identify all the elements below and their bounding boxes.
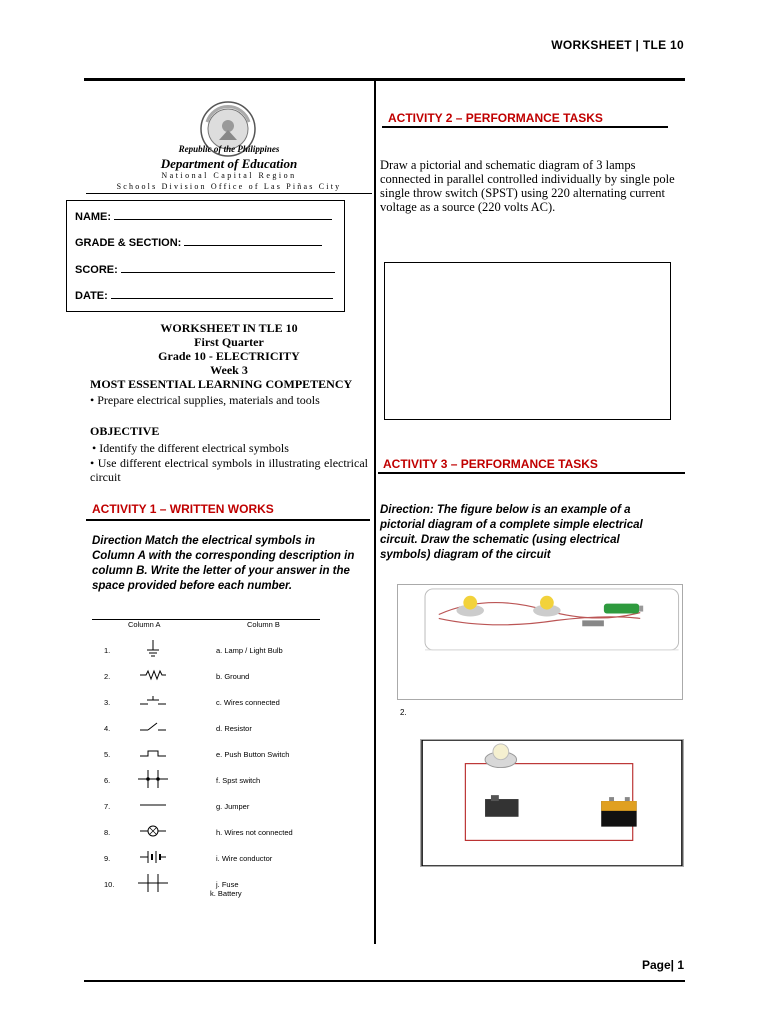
row-number: 7. bbox=[104, 802, 111, 811]
table-row bbox=[90, 666, 330, 686]
row-number: 4. bbox=[104, 724, 111, 733]
option-text: d. Resistor bbox=[216, 724, 252, 733]
page-number: Page| 1 bbox=[641, 958, 684, 972]
pictorial-circuit-image-2 bbox=[420, 739, 684, 867]
student-info-box bbox=[66, 200, 345, 312]
table-row bbox=[90, 770, 330, 790]
figure-number: 2. bbox=[400, 708, 407, 717]
activity3-title: ACTIVITY 3 – PERFORMANCE TASKS bbox=[383, 457, 598, 471]
division-label: Schools Division Office of Las Piñas City bbox=[116, 182, 342, 191]
date-label: DATE: bbox=[75, 290, 108, 302]
grade-section-field[interactable] bbox=[75, 236, 322, 249]
table-row bbox=[90, 822, 330, 842]
option-text: a. Lamp / Light Bulb bbox=[216, 646, 283, 655]
row-number: 10. bbox=[104, 880, 115, 889]
activity1-direction: Direction Match the electrical symbols in Column A with the corresponding description in column B. Write the letter of your answer in the space provided before each number. bbox=[92, 535, 355, 592]
name-field[interactable] bbox=[75, 210, 332, 223]
option-text: h. Wires not connected bbox=[216, 828, 293, 837]
wires-connected-symbol-icon bbox=[138, 770, 168, 788]
ground-symbol-icon bbox=[138, 640, 168, 658]
battery-symbol-icon bbox=[138, 848, 168, 866]
grade-label: Grade 10 - ELECTRICITY bbox=[158, 349, 300, 363]
activity1-title: ACTIVITY 1 – WRITTEN WORKS bbox=[92, 502, 274, 516]
drawing-area-box[interactable] bbox=[384, 262, 671, 420]
activity2-title: ACTIVITY 2 – PERFORMANCE TASKS bbox=[388, 111, 603, 125]
activity2-text: Draw a pictorial and schematic diagram of 3 lamps connected in parallel controlled individually by single pole single throw switch (SPST) using 220 alternating current voltage as a source (220 volts AC). bbox=[380, 158, 675, 214]
jumper-symbol-icon bbox=[138, 744, 168, 762]
grade-section-label: GRADE & SECTION: bbox=[75, 237, 182, 249]
row-number: 1. bbox=[104, 646, 111, 655]
row-number: 5. bbox=[104, 750, 111, 759]
option-text: g. Jumper bbox=[216, 802, 250, 811]
option-text: i. Wire conductor bbox=[216, 854, 273, 863]
header-rule bbox=[84, 78, 685, 81]
date-field[interactable] bbox=[75, 289, 333, 302]
option-text: j. Fuse bbox=[216, 880, 239, 889]
activity3-rule bbox=[378, 472, 685, 474]
score-label: SCORE: bbox=[75, 264, 118, 276]
option-text: f. Spst switch bbox=[216, 776, 261, 785]
activity2-rule bbox=[382, 126, 668, 128]
department-label: Department of Education bbox=[160, 156, 298, 171]
option-text: k. Battery bbox=[210, 889, 242, 898]
objective-heading: OBJECTIVE bbox=[90, 424, 160, 438]
spst-switch-symbol-icon bbox=[138, 718, 168, 736]
option-text: e. Push Button Switch bbox=[216, 750, 290, 759]
table-row bbox=[90, 692, 330, 712]
header-title: WORKSHEET | TLE 10 bbox=[551, 38, 684, 52]
table-row bbox=[90, 848, 330, 868]
push-button-symbol-icon bbox=[138, 692, 168, 710]
melc-heading: MOST ESSENTIAL LEARNING COMPETENCY bbox=[90, 377, 353, 391]
republic-label: Republic of the Philippines bbox=[178, 144, 280, 154]
week-label: Week 3 bbox=[210, 363, 248, 377]
column-a-header: Column A bbox=[128, 620, 161, 629]
row-number: 2. bbox=[104, 672, 111, 681]
resistor-symbol-icon bbox=[138, 666, 168, 684]
objective-item: • Use different electrical symbols in illustrating electrical circuit bbox=[90, 456, 368, 484]
wire-conductor-symbol-icon bbox=[138, 796, 168, 814]
melc-item: • Prepare electrical supplies, materials and tools bbox=[90, 393, 320, 407]
table-row bbox=[90, 718, 330, 738]
score-field[interactable] bbox=[75, 263, 335, 276]
row-number: 9. bbox=[104, 854, 111, 863]
activity3-direction: Direction: The figure below is an example of a pictorial diagram of a complete simple electrical circuit. Draw the schematic (using electrical symbols) diagram of the circuit bbox=[380, 504, 643, 561]
column-b-header: Column B bbox=[247, 620, 280, 629]
worksheet-title: WORKSHEET IN TLE 10 bbox=[160, 321, 298, 335]
table-row bbox=[90, 744, 330, 764]
lamp-symbol-icon bbox=[138, 822, 168, 840]
table-row bbox=[90, 796, 330, 816]
column-divider bbox=[374, 80, 376, 944]
quarter-label: First Quarter bbox=[194, 335, 264, 349]
letterhead-rule bbox=[86, 193, 372, 194]
region-label: National Capital Region bbox=[161, 171, 297, 180]
name-label: NAME: bbox=[75, 211, 112, 223]
option-text: b. Ground bbox=[216, 672, 250, 681]
pictorial-circuit-image-1 bbox=[397, 584, 683, 700]
footer-rule bbox=[84, 980, 685, 982]
row-number: 6. bbox=[104, 776, 111, 785]
objective-item: • Identify the different electrical symbols bbox=[92, 441, 289, 455]
table-row bbox=[90, 640, 330, 660]
table-rule bbox=[92, 619, 320, 620]
option-text: c. Wires connected bbox=[216, 698, 280, 707]
wires-not-connected-symbol-icon bbox=[138, 874, 168, 892]
activity1-rule bbox=[86, 519, 370, 521]
row-number: 3. bbox=[104, 698, 111, 707]
row-number: 8. bbox=[104, 828, 111, 837]
